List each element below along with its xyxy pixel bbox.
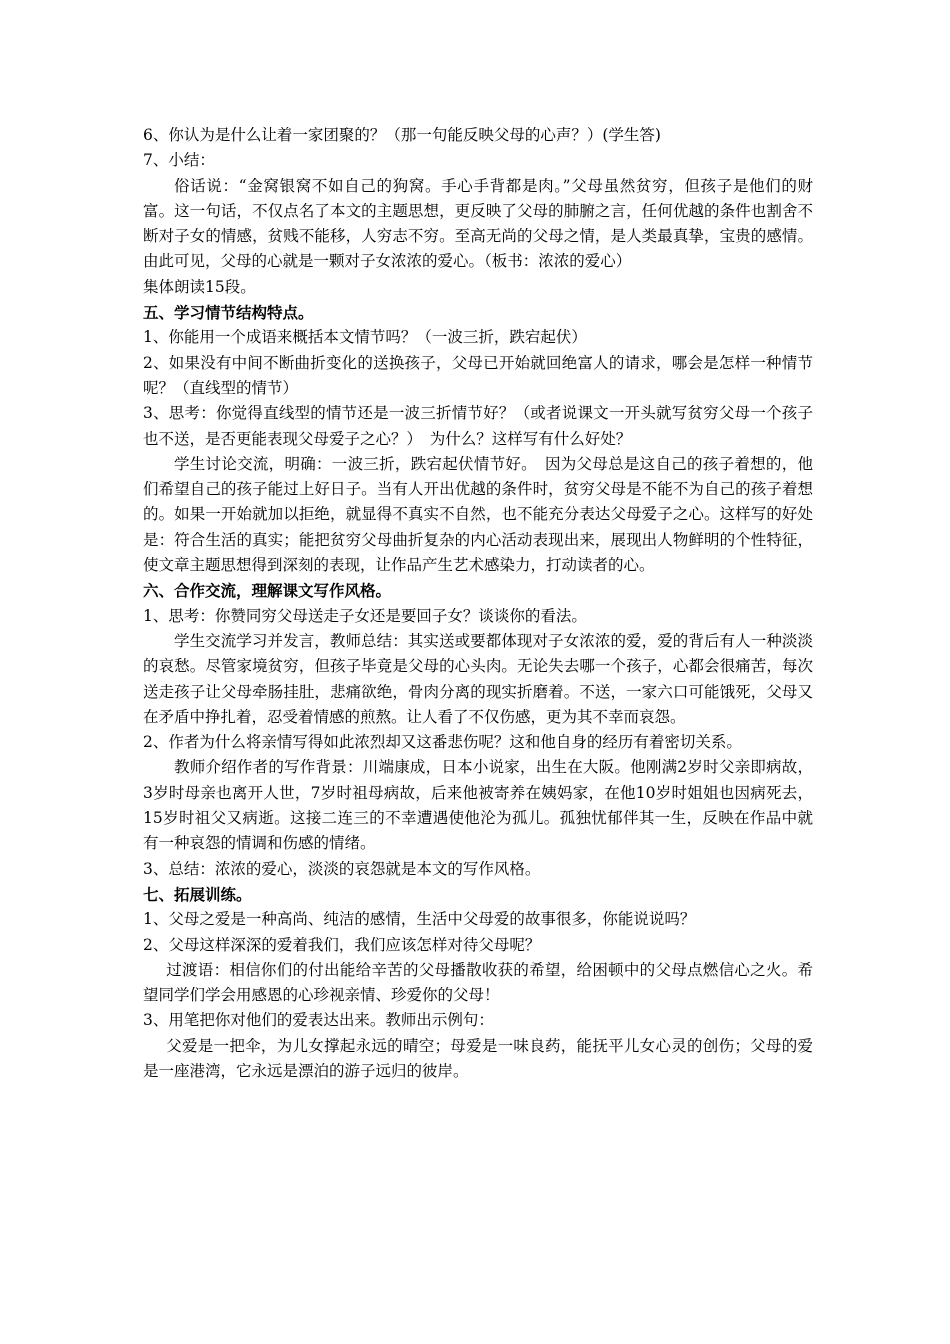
section5-discussion: 学生讨论交流，明确：一波三折，跌宕起伏情节好。 因为父母总是这自己的孩子着想的，他们希望自己的孩子能过上好日子。当有人开出优越的条件时，贫穷父母是不能不为自己的孩子着想的。如果一开始就加以拒绝，就显得不真实不自然，也不能充分表达父母爱子之心。这样写的好处是：符合生活的真实；能把贫穷父母曲折复杂的内心活动表现出来，展现出人物鲜明的个性特征，使文章主题思想得到深刻的表现，让作品产生艺术感染力，打动读者的心。 — [143, 454, 813, 575]
section5-question-1: 1、你能用一个成语来概括本文情节吗？（一波三折，跌宕起伏） — [143, 328, 587, 347]
summary-label: 7、小结： — [143, 151, 215, 170]
section-heading-7: 七、拓展训练。 — [143, 884, 252, 904]
document-page — [143, 123, 813, 1084]
author-background: 教师介绍作者的写作背景：川端康成，日本小说家，出生在大阪。他刚满2岁时父亲即病故，3岁时母亲也离开人世，7岁时祖母病故，后来他被寄养在姨妈家，在他10岁时姐姐也因病死去，15岁时祖父又病逝。这接二连三的不幸遭遇使他沦为孤儿。孤独忧郁伴其一生，反映在作品中就有一种哀怨的情调和伤感的情绪。 — [143, 758, 813, 853]
section7-question-2: 2、父母这样深深的爱着我们，我们应该怎样对待父母呢？ — [143, 935, 541, 954]
summary-paragraph: 俗话说：“金窝银窝不如自己的狗窝。手心手背都是肉。”父母虽然贫穷，但孩子是他们的财富。这一句话，不仅点名了本文的主题思想，更反映了父母的肺腑之言，任何优越的条件也割舍不断对子女的情感，贫贱不能移，人穷志不穷。至高无尚的父母之情，是人类最真挚，宝贵的感情。由此可见，父母的心就是一颗对子女浓浓的爱心。（板书：浓浓的爱心） — [143, 176, 813, 271]
group-reading-note: 集体朗读15段。 — [143, 277, 256, 296]
section6-teacher-summary: 学生交流学习并发言，教师总结：其实送或要都体现对子女浓浓的爱，爱的背后有人一种淡淡的哀愁。尽管家境贫穷，但孩子毕竟是父母的心头肉。无论失去哪一个孩子，心都会很痛苦，每次送走孩子让父母牵肠挂肚，悲痛欲绝，骨肉分离的现实折磨着。不送，一家六口可能饿死，父母又在矛盾中挣扎着，忍受着情感的煎熬。让人看了不仅伤感，更为其不幸而哀怨。 — [143, 631, 813, 726]
question-6: 6、你认为是什么让着一家团聚的？（那一句能反映父母的心声？）(学生答) — [143, 126, 661, 144]
section6-conclusion: 3、总结：浓浓的爱心，淡淡的哀怨就是本文的写作风格。 — [143, 859, 541, 878]
example-sentence: 父爱是一把伞，为儿女撑起永远的晴空；母爱是一味良药，能抚平儿女心灵的创伤；父母的爱是一座港湾，它永远是漂泊的游子远归的彼岸。 — [143, 1036, 813, 1080]
section5-question-2: 2、如果没有中间不断曲折变化的送换孩子，父母已开始就回绝富人的请求，哪会是怎样一种情节呢？（直线型的情节） — [143, 353, 813, 397]
section-heading-5: 五、学习情节结构特点。 — [143, 303, 314, 323]
section5-question-3: 3、思考：你觉得直线型的情节还是一波三折情节好？（或者说课文一开头就写贫穷父母一个孩子也不送，是否更能表现父母爱子之心？） 为什么？这样写有什么好处？ — [143, 404, 813, 448]
section6-question-1: 1、思考：你赞同穷父母送走子女还是要回子女？谈谈你的看法。 — [143, 606, 587, 625]
section7-question-1: 1、父母之爱是一种高尚、纯洁的感情，生活中父母爱的故事很多，你能说说吗？ — [143, 910, 696, 929]
section-heading-6: 六、合作交流，理解课文写作风格。 — [143, 581, 392, 601]
section6-question-2: 2、作者为什么将亲情写得如此浓烈却又这番悲伤呢？这和他自身的经历有着密切关系。 — [143, 733, 742, 752]
section7-question-3: 3、用笔把你对他们的爱表达出来。教师出示例句： — [143, 1011, 494, 1030]
transition-paragraph: 过渡语：相信你们的付出能给辛苦的父母播散收获的希望，给困顿中的父母点燃信心之火。希望同学们学会用感恩的心珍视亲情、珍爱你的父母！ — [143, 960, 813, 1005]
